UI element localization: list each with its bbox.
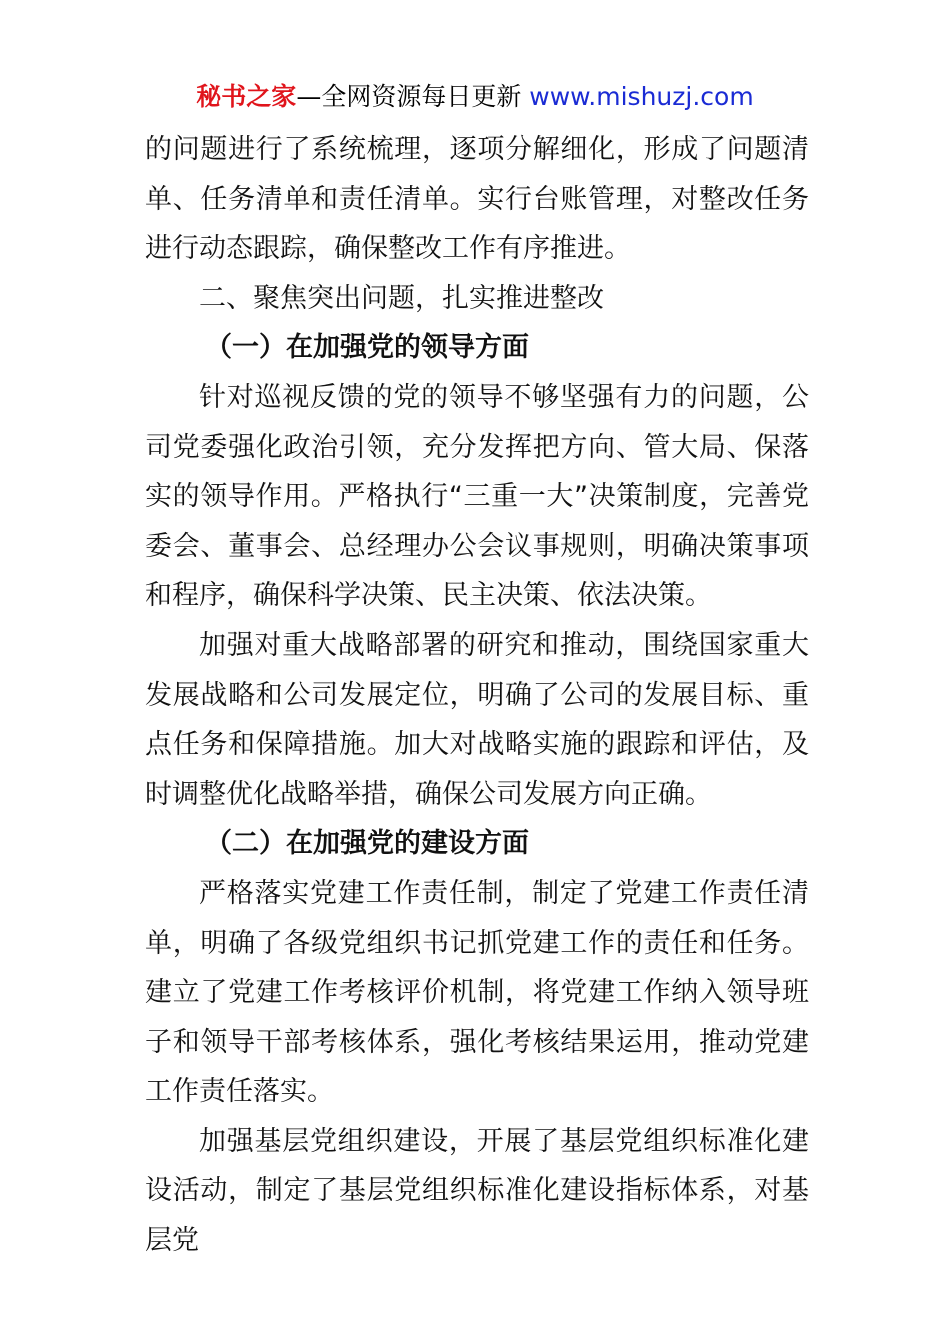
body-paragraph: 针对巡视反馈的党的领导不够坚强有力的问题，公司党委强化政治引领，充分发挥把方向、管大局、保落实的领导作用。严格执行“三重一大”决策制度，完善党委会、董事会、总经理办公会议事规则，明确决策事项和程序，确保科学决策、民主决策、依法决策。	[145, 381, 809, 612]
page-header	[0, 80, 950, 114]
subsection-heading: （一）在加强党的领导方面	[205, 332, 529, 364]
subsection-heading: （二）在加强党的建设方面	[205, 828, 529, 860]
header-brand: 秘书之家	[196, 82, 297, 111]
document-body	[145, 125, 809, 1266]
body-paragraph: 严格落实党建工作责任制，制定了党建工作责任清单，明确了各级党组织书记抓党建工作的责任和任务。建立了党建工作考核评价机制，将党建工作纳入领导班子和领导干部考核体系，强化考核结果运用，推动党建工作责任落实。	[145, 877, 809, 1108]
header-url[interactable]: www.mishuzj.com	[529, 82, 754, 111]
section-heading: 二、聚焦突出问题，扎实推进整改	[199, 282, 604, 314]
paragraph-continuation: 的问题进行了系统梳理，逐项分解细化，形成了问题清单、任务清单和责任清单。实行台账管理，对整改任务进行动态跟踪，确保整改工作有序推进。	[145, 134, 809, 265]
body-paragraph: 加强基层党组织建设，开展了基层党组织标准化建设活动，制定了基层党组织标准化建设指标体系，对基层党	[145, 1125, 809, 1257]
body-paragraph: 加强对重大战略部署的研究和推动，围绕国家重大发展战略和公司发展定位，明确了公司的发展目标、重点任务和保障措施。加大对战略实施的跟踪和评估，及时调整优化战略举措，确保公司发展方向正确。	[145, 629, 809, 810]
header-slogan: —全网资源每日更新	[296, 82, 530, 111]
